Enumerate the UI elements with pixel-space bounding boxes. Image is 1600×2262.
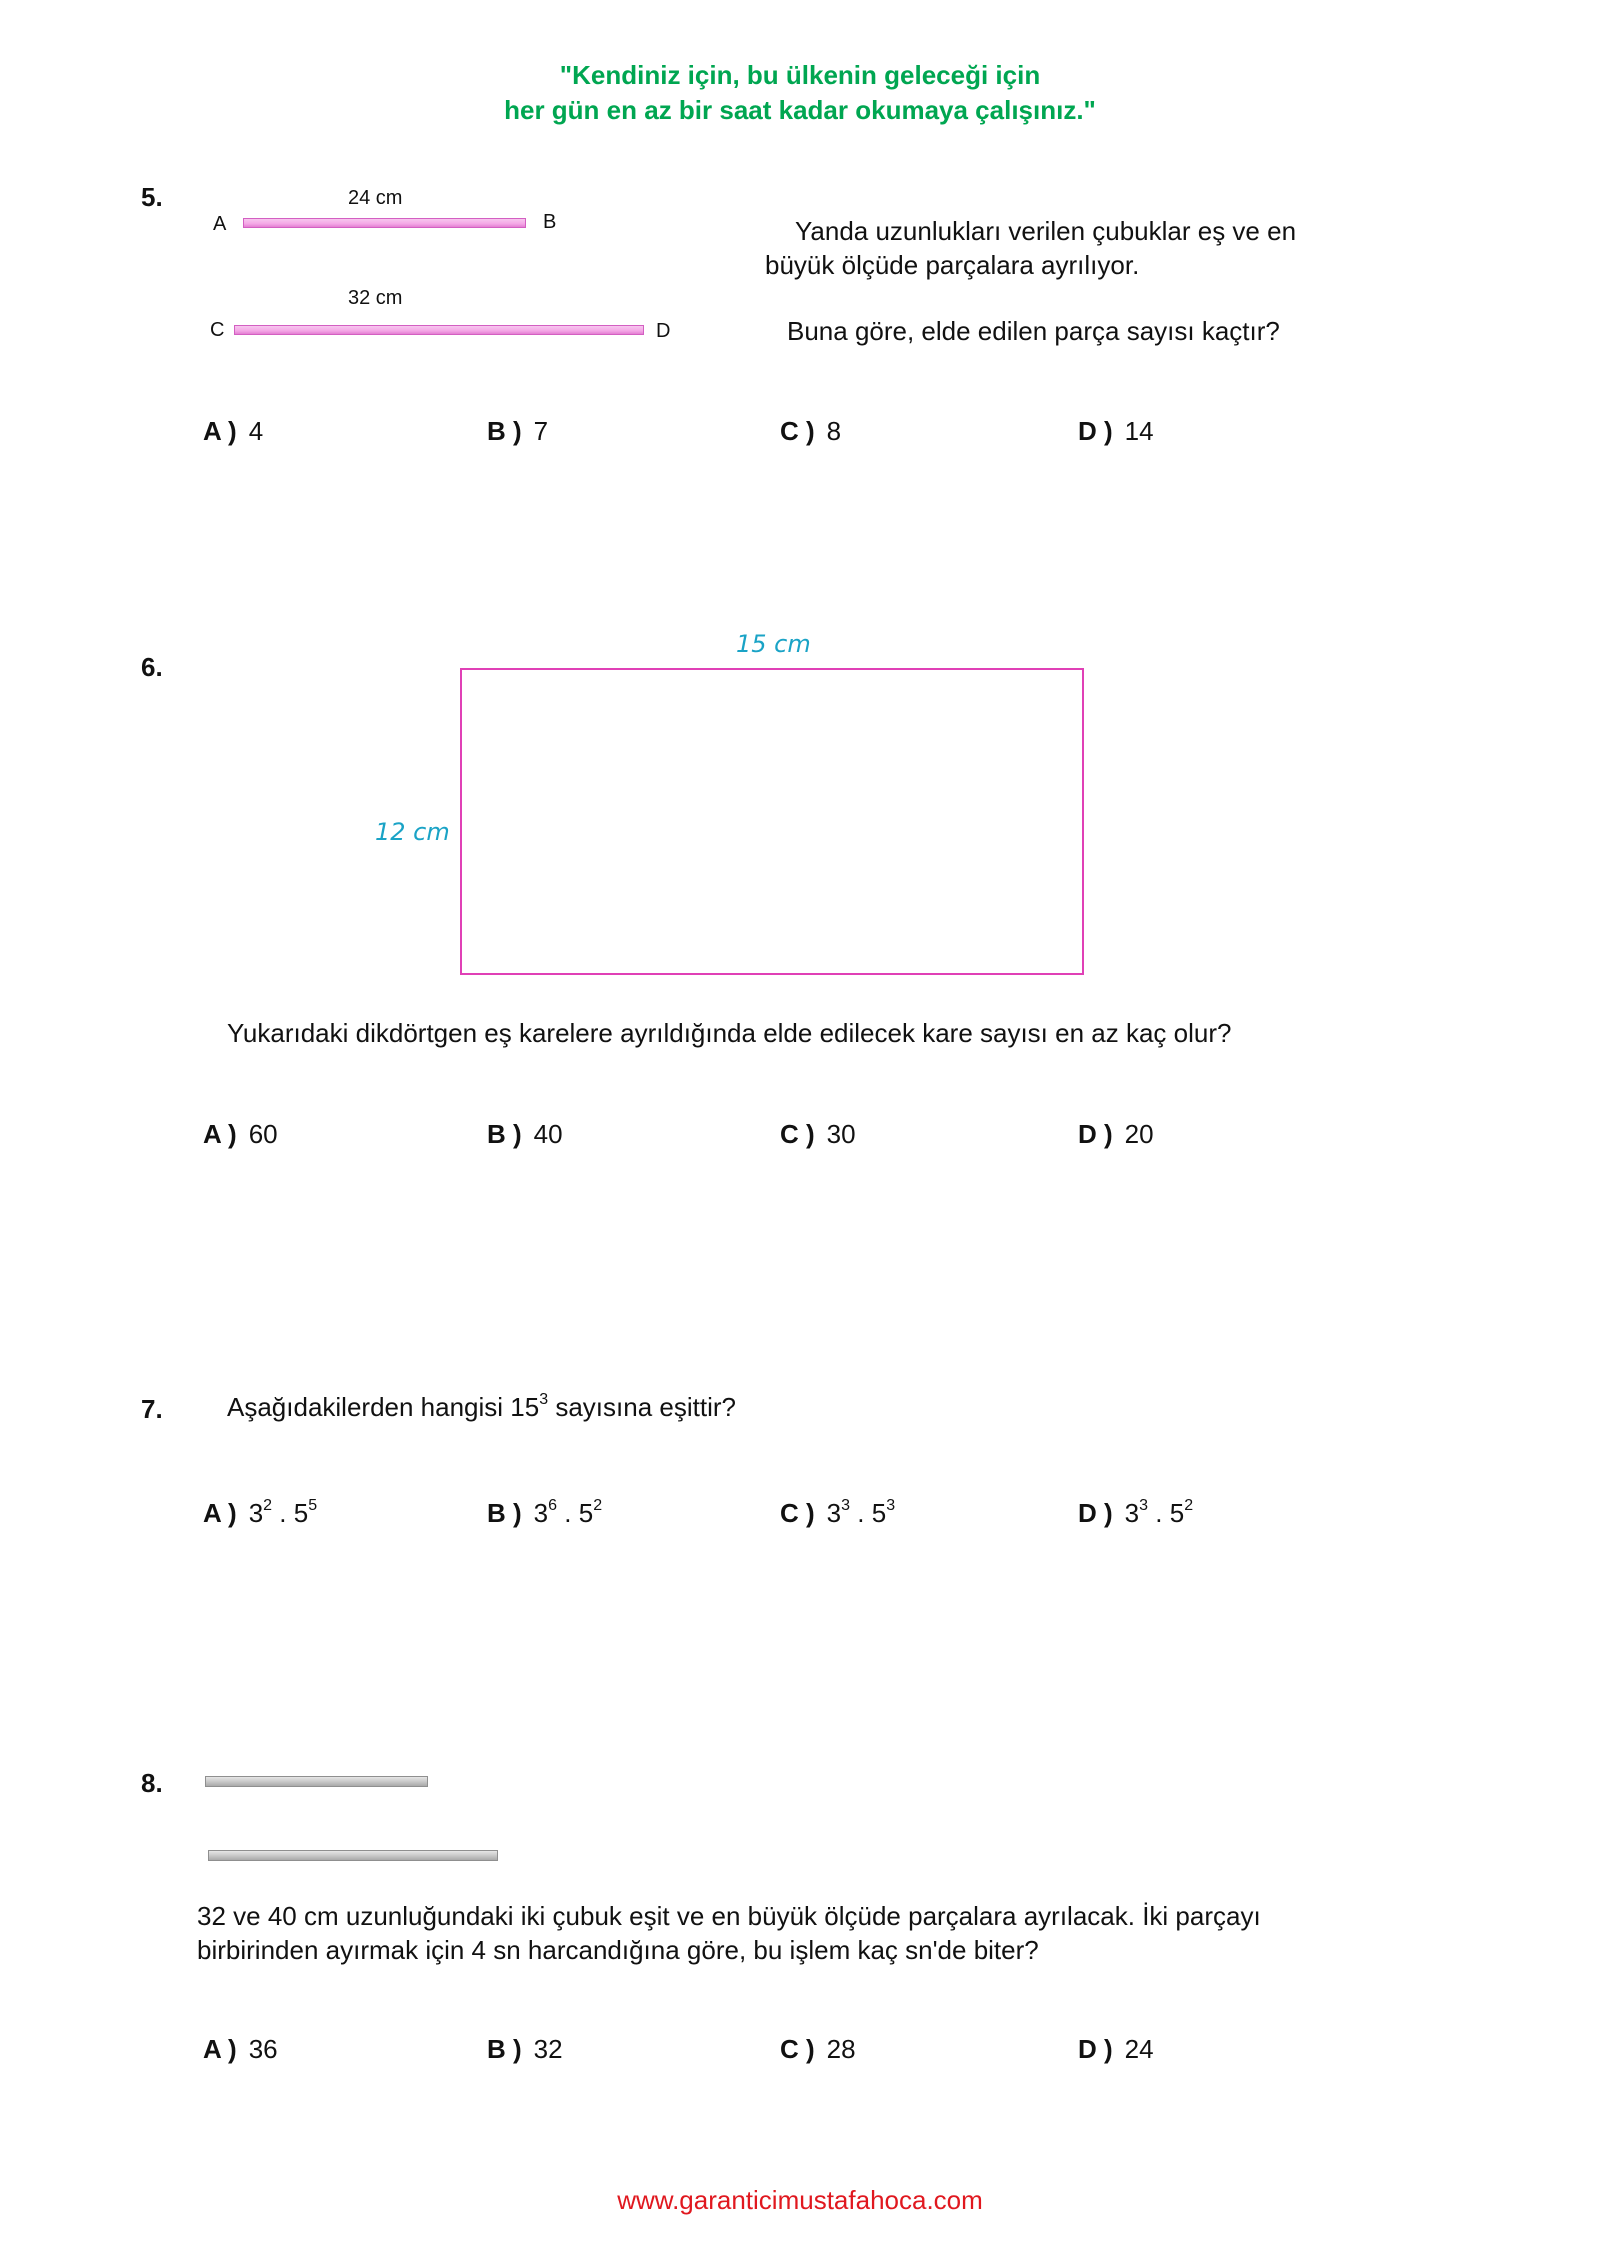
option-label: D ) (1078, 1498, 1113, 1528)
q7-option-c[interactable] (780, 1498, 895, 1529)
q8-option-d[interactable] (1078, 2034, 1154, 2065)
question-5-text-line-1: Yanda uzunlukları verilen çubuklar eş ve en (795, 216, 1297, 246)
option-base-2: 5 (1169, 1498, 1185, 1528)
option-label: A ) (203, 1119, 237, 1149)
option-base-1: 3 (1124, 1498, 1140, 1528)
rectangle-height-label: 12 cm (375, 818, 450, 846)
point-a-label: A (213, 213, 227, 235)
option-label: A ) (203, 1498, 237, 1528)
rectangle-width-label: 15 cm (736, 630, 811, 658)
rod-cd (234, 325, 644, 335)
option-label: B ) (487, 1498, 522, 1528)
option-exp-2: 2 (593, 1497, 603, 1514)
q8-option-a[interactable] (203, 2034, 278, 2065)
option-value: 14 (1124, 416, 1154, 446)
option-label: D ) (1078, 416, 1113, 446)
option-label: C ) (780, 416, 815, 446)
option-label: D ) (1078, 2034, 1113, 2064)
q6-option-b[interactable] (487, 1119, 563, 1150)
option-exp-1: 6 (548, 1497, 558, 1514)
rectangle-figure (460, 668, 1084, 975)
option-value: 28 (826, 2034, 856, 2064)
option-value: 20 (1124, 1119, 1154, 1149)
q6-option-d[interactable] (1078, 1119, 1154, 1150)
rod-32-cm (205, 1776, 428, 1787)
option-exp-1: 3 (1139, 1497, 1149, 1514)
question-6-number: 6. (141, 652, 163, 682)
option-value: 8 (826, 416, 842, 446)
option-value: 40 (533, 1119, 563, 1149)
option-base-1: 3 (826, 1498, 842, 1528)
question-7-rest: sayısına eşittir? (548, 1392, 736, 1422)
option-exp-1: 3 (841, 1497, 851, 1514)
q5-option-d[interactable] (1078, 416, 1154, 447)
q8-option-c[interactable] (780, 2034, 856, 2065)
question-7-base: Aşağıdakilerden hangisi 15 (227, 1392, 540, 1422)
q7-option-a[interactable] (203, 1498, 317, 1529)
point-c-label: C (210, 319, 225, 341)
question-5-question: Buna göre, elde edilen parça sayısı kaçtır? (787, 316, 1280, 346)
option-label: B ) (487, 2034, 522, 2064)
motto-line-2: her gün en az bir saat kadar okumaya çalışınız." (504, 95, 1096, 125)
q5-option-b[interactable] (487, 416, 548, 447)
option-base-1: 3 (248, 1498, 264, 1528)
option-label: D ) (1078, 1119, 1113, 1149)
footer-website-link[interactable]: www.garanticimustafahoca.com (617, 2185, 983, 2215)
q6-option-a[interactable] (203, 1119, 278, 1150)
option-value: 30 (826, 1119, 856, 1149)
rod-ab-length: 24 cm (348, 187, 403, 209)
option-base-2: 5 (578, 1498, 594, 1528)
option-label: A ) (203, 2034, 237, 2064)
option-value: 24 (1124, 2034, 1154, 2064)
option-base-2: 5 (871, 1498, 887, 1528)
question-6-question: Yukarıdaki dikdörtgen eş karelere ayrıldığında elde edilecek kare sayısı en az kaç olur? (227, 1018, 1232, 1048)
q5-option-a[interactable] (203, 416, 263, 447)
option-label: B ) (487, 416, 522, 446)
q7-option-d[interactable] (1078, 1498, 1193, 1529)
rod-cd-length: 32 cm (348, 287, 403, 309)
question-7-question (227, 1390, 736, 1424)
option-exp-2: 3 (886, 1497, 896, 1514)
rod-ab (243, 218, 526, 228)
option-label: A ) (203, 416, 237, 446)
option-value: 36 (248, 2034, 278, 2064)
option-value: 32 (533, 2034, 563, 2064)
point-b-label: B (543, 211, 557, 233)
question-7-number: 7. (141, 1394, 163, 1424)
question-5-text-line-2: büyük ölçüde parçalara ayrılıyor. (765, 250, 1140, 280)
option-exp-2: 2 (1184, 1497, 1194, 1514)
q5-option-c[interactable] (780, 416, 841, 447)
option-label: C ) (780, 2034, 815, 2064)
option-exp-1: 2 (263, 1497, 273, 1514)
point-d-label: D (656, 320, 671, 342)
option-sep: . (272, 1498, 294, 1528)
question-7-exponent: 3 (539, 1391, 549, 1408)
option-value: 7 (533, 416, 549, 446)
option-sep: . (1148, 1498, 1170, 1528)
option-label: C ) (780, 1498, 815, 1528)
option-label: B ) (487, 1119, 522, 1149)
option-base-1: 3 (533, 1498, 549, 1528)
option-value: 60 (248, 1119, 278, 1149)
option-sep: . (557, 1498, 579, 1528)
rod-40-cm (208, 1850, 498, 1861)
option-sep: . (850, 1498, 872, 1528)
question-8-number: 8. (141, 1768, 163, 1798)
question-8-text-line-2: birbirinden ayırmak için 4 sn harcandığına göre, bu işlem kaç sn'de biter? (197, 1935, 1039, 1965)
q7-option-b[interactable] (487, 1498, 602, 1529)
option-value: 4 (248, 416, 264, 446)
option-label: C ) (780, 1119, 815, 1149)
q8-option-b[interactable] (487, 2034, 563, 2065)
motto-line-1: "Kendiniz için, bu ülkenin geleceği için (559, 60, 1041, 90)
question-5-number: 5. (141, 182, 163, 212)
option-base-2: 5 (293, 1498, 309, 1528)
question-8-text-line-1: 32 ve 40 cm uzunluğundaki iki çubuk eşit ve en büyük ölçüde parçalara ayrılacak. İki parçayı (197, 1901, 1261, 1931)
q6-option-c[interactable] (780, 1119, 856, 1150)
option-exp-2: 5 (308, 1497, 318, 1514)
